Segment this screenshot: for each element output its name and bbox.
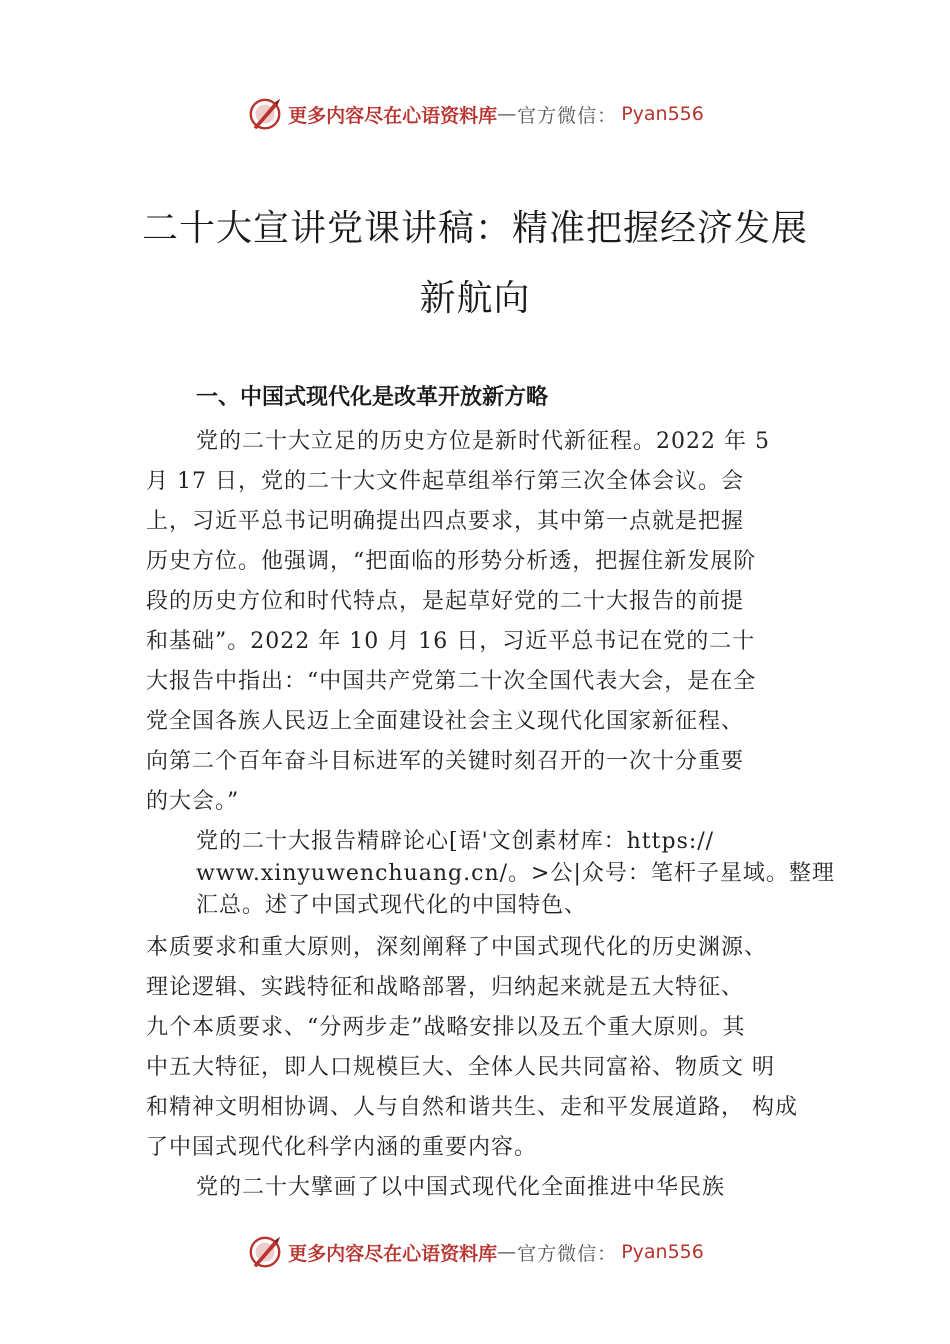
body-line: 党的二十大立足的历史方位是新时代新征程。2022 年 5 — [196, 429, 770, 454]
body-line: 党的二十大擘画了以中国式现代化全面推进中华民族 — [196, 1175, 726, 1200]
body-line: 和基础”。2022 年 10 月 16 日，习近平总书记在党的二十 — [146, 629, 756, 654]
body-line: 段的历史方位和时代特点，是起草好党的二十大报告的前提 — [146, 589, 745, 614]
body-line: 九个本质要求、“分两步走”战略安排以及五个重大原则。其 — [146, 1015, 746, 1040]
quill-seal-icon — [246, 1233, 284, 1271]
watermark-main-text: 更多内容尽在心语资料库 — [288, 1242, 498, 1265]
body-line: 本质要求和重大原则，深刻阐释了中国式现代化的历史渊源、 — [146, 935, 768, 960]
body-line: 党的二十大报告精辟论心[语'文创素材库：https:// — [196, 829, 715, 854]
watermark-main-text: 更多内容尽在心语资料库 — [288, 104, 498, 127]
body-line: 大报告中指出：“中国共产党第二十次全国代表大会，是在全 — [146, 669, 757, 694]
document-title-line1: 二十大宣讲党课讲稿：精准把握经济发展 — [141, 208, 808, 249]
section-heading: 一、中国式现代化是改革开放新方略 — [196, 385, 549, 410]
watermark-wechat-id: Pyan556 — [621, 1241, 704, 1263]
body-line: 了中国式现代化科学内涵的重要内容。 — [146, 1135, 538, 1160]
watermark-banner-bottom — [0, 1232, 950, 1272]
quill-seal-icon — [246, 95, 284, 133]
body-line: 中五大特征，即人口规模巨大、全体人民共同富裕、物质文 明 — [146, 1055, 775, 1080]
body-line: 历史方位。他强调，“把面临的形势分析透，把握住新发展阶 — [146, 549, 757, 574]
watermark-dash: — — [497, 1241, 518, 1263]
document-title-line2: 新航向 — [419, 278, 531, 319]
body-line: 上，习近平总书记明确提出四点要求，其中第一点就是把握 — [146, 509, 745, 534]
watermark-banner-top — [0, 94, 950, 134]
watermark-wechat-id: Pyan556 — [621, 103, 704, 125]
body-line: 月 17 日，党的二十大文件起草组举行第三次全体会议。会 — [146, 469, 744, 494]
body-line: 汇总。述了中国式现代化的中国特色、 — [196, 893, 588, 918]
watermark-official-label: 官方微信： — [517, 104, 618, 127]
body-line: 向第二个百年奋斗目标进军的关键时刻召开的一次十分重要 — [146, 749, 745, 774]
body-line: www.xinyuwenchuang.cn/。>公|众号：笔杆子星域。整理 — [196, 861, 835, 886]
body-line: 的大会。” — [146, 789, 240, 814]
body-line: 党全国各族人民迈上全面建设社会主义现代化国家新征程、 — [146, 709, 745, 734]
body-line: 理论逻辑、实践特征和战略部署，归纳起来就是五大特征、 — [146, 975, 745, 1000]
watermark-official-label: 官方微信： — [517, 1242, 618, 1265]
watermark-dash: — — [497, 103, 518, 125]
body-line: 和精神文明相协调、人与自然和谐共生、走和平发展道路， 构成 — [146, 1095, 798, 1120]
